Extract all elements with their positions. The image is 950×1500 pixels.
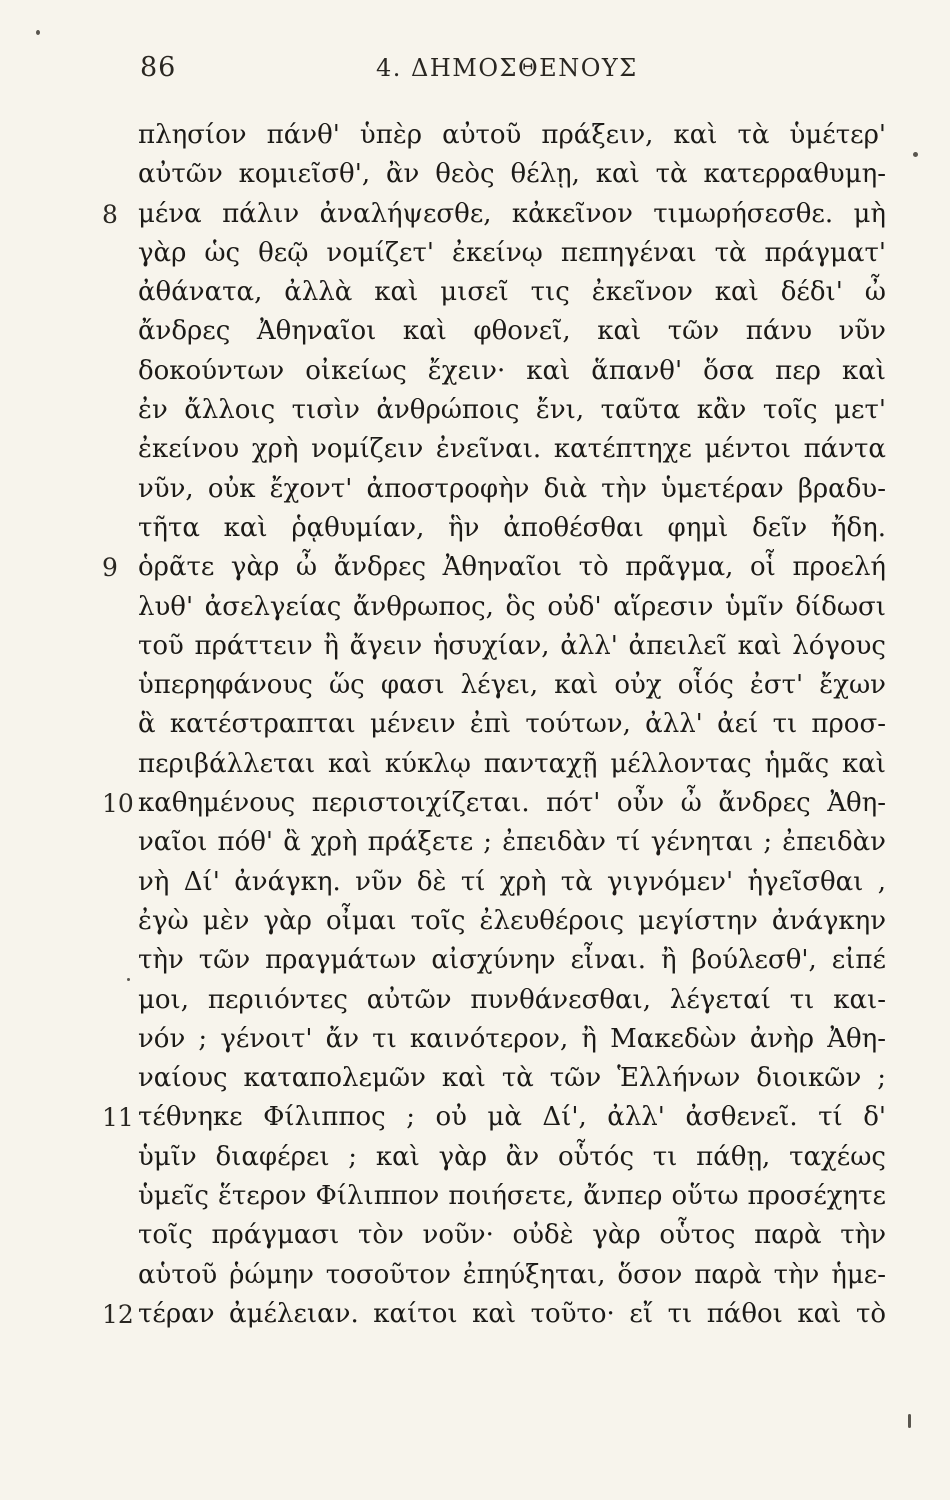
- text-line: [0, 1098, 950, 1137]
- ink-speck: [127, 978, 130, 981]
- text-line: [0, 234, 950, 273]
- line-text: ὑμεῖς ἕτερον Φίλιππον ποιήσετε, ἄνπερ οὕτω προσέχητε: [138, 1181, 886, 1212]
- line-text: νόν ; γένοιτ' ἄν τι καινότερον, ἢ Μακεδὼν ἀνὴρ Ἀθη-: [138, 1023, 886, 1054]
- ink-speck: [913, 152, 918, 157]
- text-line: [0, 588, 950, 627]
- section-number: 12: [102, 1299, 134, 1329]
- line-text: ὁρᾶτε γὰρ ὦ ἄνδρες Ἀθηναῖοι τὸ πρᾶγμα, οἷ προελή: [138, 552, 886, 583]
- line-text: ἐκείνου χρὴ νομίζειν ἐνεῖναι. κατέπτηχε μέντοι πάντα: [138, 434, 886, 465]
- line-text: ἐν ἄλλοις τισὶν ἀνθρώποις ἔνι, ταῦτα κἂν τοῖς μετ': [138, 395, 886, 426]
- text-line: [0, 745, 950, 784]
- ink-speck: [36, 30, 40, 35]
- line-text: νὴ Δί' ἀνάγκη. νῦν δὲ τί χρὴ τὰ γιγνόμεν' ἡγεῖσθαι ,: [138, 866, 886, 897]
- section-number: 10: [102, 789, 134, 819]
- text-line: [0, 823, 950, 862]
- text-line: [0, 116, 950, 155]
- line-text: δοκούντων οἰκείως ἔχειν· καὶ ἅπανθ' ὅσα περ καὶ: [138, 355, 886, 386]
- text-line: [0, 902, 950, 941]
- text-line: [0, 705, 950, 744]
- line-text: περιβάλλεται καὶ κύκλῳ πανταχῇ μέλλοντας ἡμᾶς καὶ: [138, 748, 886, 779]
- ink-speck: [908, 1414, 911, 1428]
- line-text: ἄνδρες Ἀθηναῖοι καὶ φθονεῖ, καὶ τῶν πάνυ νῦν: [138, 316, 886, 347]
- line-text: τῆτα καὶ ῥᾳθυμίαν, ἣν ἀποθέσθαι φημὶ δεῖν ἤδη.: [138, 512, 886, 543]
- text-line: [0, 155, 950, 194]
- line-text: ναῖοι πόθ' ἃ χρὴ πράξετε ; ἐπειδὰν τί γένηται ; ἐπειδὰν: [138, 827, 886, 858]
- line-text: ὑπερηφάνους ὥς φασι λέγει, καὶ οὐχ οἷός ἐστ' ἔχων: [138, 670, 886, 701]
- text-line: [0, 352, 950, 391]
- line-text: τέθνηκε Φίλιππος ; οὐ μὰ Δί', ἀλλ' ἀσθενεῖ. τί δ': [138, 1102, 886, 1133]
- line-text: τοῖς πράγμασι τὸν νοῦν· οὐδὲ γὰρ οὗτος παρὰ τὴν: [138, 1220, 886, 1251]
- line-text: νῦν, οὐκ ἔχοντ' ἀποστροφὴν διὰ τὴν ὑμετέραν βραδυ-: [138, 473, 886, 504]
- line-text: μοι, περιιόντες αὐτῶν πυνθάνεσθαι, λέγεταί τι και-: [138, 984, 886, 1015]
- text-line: [0, 1020, 950, 1059]
- text-line: [0, 391, 950, 430]
- text-line: [0, 1059, 950, 1098]
- text-line: [0, 273, 950, 312]
- line-text: μένα πάλιν ἀναλήψεσθε, κἀκεῖνον τιμωρήσεσθε. μὴ: [138, 198, 886, 229]
- text-line: [0, 195, 950, 234]
- line-text: καθημένους περιστοιχίζεται. πότ' οὖν ὦ ἄνδρες Ἀθη-: [138, 788, 886, 819]
- section-number: 8: [102, 199, 118, 229]
- line-text: αὑτοῦ ῥώμην τοσοῦτον ἐπηύξηται, ὅσον παρὰ τὴν ἡμε-: [138, 1259, 886, 1290]
- section-number: 11: [102, 1103, 134, 1133]
- text-line: [0, 430, 950, 469]
- text-line: [0, 1138, 950, 1177]
- line-text: τὴν τῶν πραγμάτων αἰσχύνην εἶναι. ἢ βούλεσθ', εἰπέ: [138, 945, 886, 976]
- page-number: 86: [140, 52, 177, 83]
- line-text: ναίους καταπολεμῶν καὶ τὰ τῶν Ἑλλήνων διοικῶν ;: [138, 1063, 886, 1094]
- text-line: [0, 312, 950, 351]
- line-text: ἐγὼ μὲν γὰρ οἶμαι τοῖς ἐλευθέροις μεγίστην ἀνάγκην: [138, 905, 886, 936]
- text-line: [0, 470, 950, 509]
- text-line: [0, 1256, 950, 1295]
- text-line: [0, 666, 950, 705]
- line-text: ἃ κατέστραπται μένειν ἐπὶ τούτων, ἀλλ' ἀεί τι προσ-: [138, 709, 886, 740]
- line-text: αὐτῶν κομιεῖσθ', ἂν θεὸς θέλῃ, καὶ τὰ κατερραθυμη-: [138, 159, 886, 190]
- text-line: [0, 509, 950, 548]
- text-line: [0, 627, 950, 666]
- line-text: πλησίον πάνθ' ὑπὲρ αὐτοῦ πράξειν, καὶ τὰ ὑμέτερ': [138, 120, 886, 150]
- running-title: 4. ΔΗΜΟΣΘΕΝΟΥΣ: [376, 54, 638, 82]
- line-text: ὑμῖν διαφέρει ; καὶ γὰρ ἂν οὗτός τι πάθῃ, ταχέως: [138, 1141, 886, 1172]
- text-line: [0, 1177, 950, 1216]
- text-line: [0, 863, 950, 902]
- line-text: γὰρ ὡς θεῷ νομίζετ' ἐκείνῳ πεπηγέναι τὰ πράγματ': [138, 237, 886, 268]
- section-number: 9: [102, 553, 118, 583]
- line-text: ἀθάνατα, ἀλλὰ καὶ μισεῖ τις ἐκεῖνον καὶ δέδι' ὦ: [138, 277, 886, 308]
- line-text: τοῦ πράττειν ἢ ἄγειν ἡσυχίαν, ἀλλ' ἀπειλεῖ καὶ λόγους: [138, 630, 886, 661]
- text-line: [0, 784, 950, 823]
- body-text: [0, 116, 950, 1334]
- text-line: [0, 1216, 950, 1255]
- text-line: [0, 981, 950, 1020]
- text-line: [0, 941, 950, 980]
- line-text: τέραν ἀμέλειαν. καίτοι καὶ τοῦτο· εἴ τι πάθοι καὶ τὸ: [138, 1298, 886, 1329]
- page-header: [0, 48, 950, 88]
- text-line: [0, 1295, 950, 1334]
- line-text: λυθ' ἀσελγείας ἄνθρωπος, ὃς οὐδ' αἵρεσιν ὑμῖν δίδωσι: [138, 591, 886, 622]
- text-line: [0, 548, 950, 587]
